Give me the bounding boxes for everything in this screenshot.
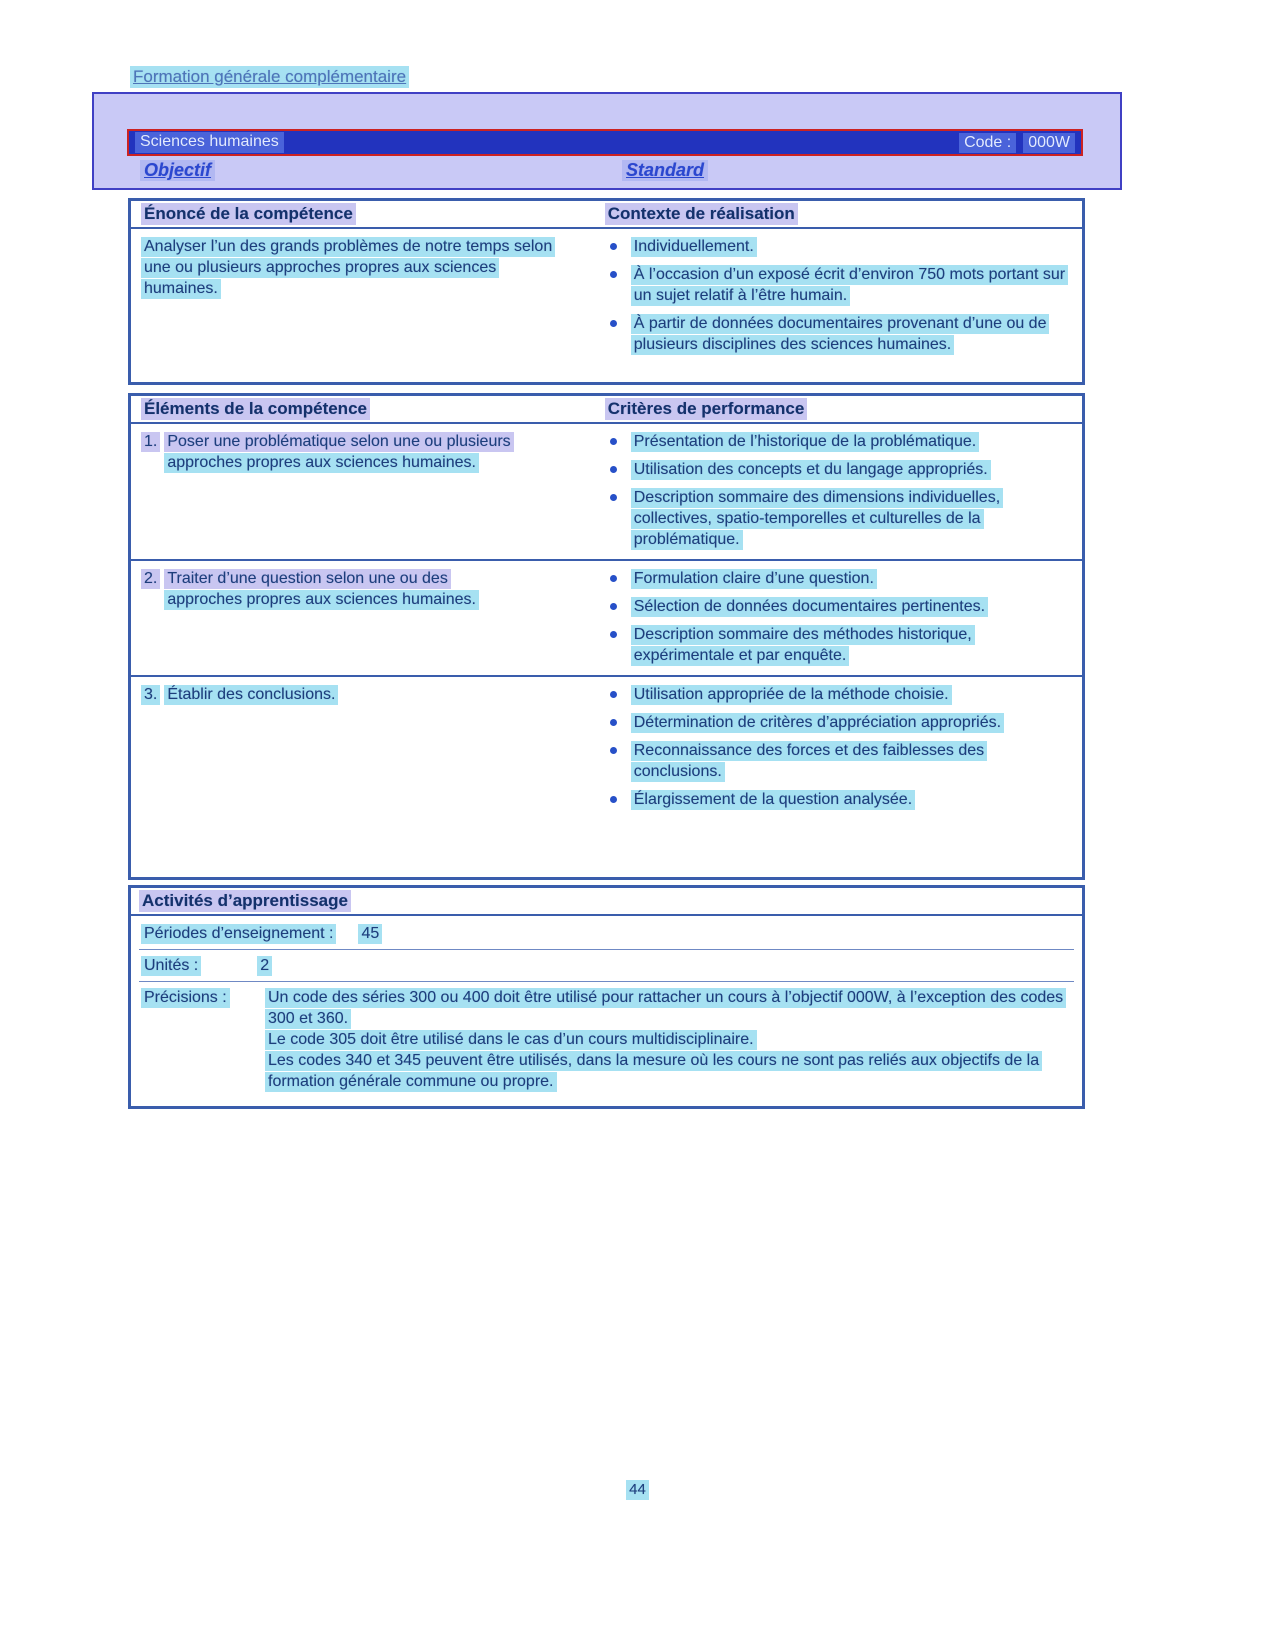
critere-item bbox=[631, 459, 1072, 480]
unites-value: 2 bbox=[257, 956, 272, 976]
precisions-content bbox=[265, 987, 1065, 1092]
page-number bbox=[0, 1479, 1275, 1500]
critere-item-text: Sélection de données documentaires pertinentes. bbox=[631, 597, 988, 617]
critere-item-text: Reconnaissance des forces et des faiblesses des conclusions. bbox=[631, 741, 987, 782]
code-label: Code : bbox=[959, 133, 1016, 153]
element-text-line-2: approches propres aux sciences humaines. bbox=[164, 590, 479, 610]
contexte-header-cell bbox=[603, 203, 1074, 224]
contexte-item-text: Individuellement. bbox=[631, 237, 757, 257]
activites-header: Activités d’apprentissage bbox=[139, 890, 351, 912]
competence-table-body bbox=[131, 229, 1082, 364]
precisions-row bbox=[139, 986, 1074, 1097]
elements-table bbox=[128, 393, 1085, 880]
critere-item-text: Utilisation appropriée de la méthode choisie. bbox=[631, 685, 952, 705]
element-row bbox=[131, 559, 1082, 675]
element-number bbox=[141, 684, 160, 705]
activites-table-header bbox=[131, 888, 1082, 916]
bullet-icon bbox=[610, 631, 617, 638]
criteres-cell bbox=[603, 431, 1074, 550]
bullet-icon bbox=[610, 747, 617, 754]
enonce-text: Analyser l’un des grands problèmes de notre temps selon une ou plusieurs approches propres aux sciences humaines. bbox=[141, 237, 555, 299]
numbered-item bbox=[141, 431, 565, 473]
list-item bbox=[605, 236, 1072, 257]
contexte-item bbox=[631, 236, 1072, 257]
competence-table-header bbox=[131, 201, 1082, 229]
doc-header-text: Formation générale complémentaire bbox=[130, 66, 409, 88]
critere-item bbox=[631, 789, 1072, 810]
objectif-heading bbox=[140, 160, 215, 181]
contexte-cell bbox=[603, 236, 1074, 355]
list-item bbox=[605, 487, 1072, 550]
element-row bbox=[131, 424, 1082, 559]
element-number bbox=[141, 568, 160, 610]
bullet-icon bbox=[610, 603, 617, 610]
precisions-label-cell bbox=[141, 987, 265, 1092]
list-item bbox=[605, 264, 1072, 306]
element-number-text: 1. bbox=[141, 432, 160, 452]
list-item bbox=[605, 624, 1072, 666]
element-text-line bbox=[164, 568, 564, 589]
elements-header: Éléments de la compétence bbox=[141, 398, 370, 420]
precision-paragraph bbox=[265, 987, 1065, 1029]
precision-text: Les codes 340 et 345 peuvent être utilisés, dans la mesure où les cours ne sont pas reliés aux objectifs de la formation générale commune ou propre. bbox=[265, 1051, 1042, 1092]
precision-text: Un code des séries 300 ou 400 doit être utilisé pour rattacher un cours à l’objectif 000W, à l’exception des codes 300 et 360. bbox=[265, 988, 1066, 1029]
critere-item bbox=[631, 431, 1072, 452]
bullet-icon bbox=[610, 719, 617, 726]
element-text-line bbox=[164, 431, 564, 452]
critere-item bbox=[631, 712, 1072, 733]
critere-item-text: Élargissement de la question analysée. bbox=[631, 790, 915, 810]
list-item bbox=[605, 568, 1072, 589]
standard-label: Standard bbox=[622, 160, 708, 181]
numbered-item bbox=[141, 684, 565, 705]
element-text-line-1: Traiter d’une question selon une ou des bbox=[164, 569, 450, 589]
bullet-icon bbox=[610, 243, 617, 250]
contexte-header: Contexte de réalisation bbox=[605, 203, 798, 225]
critere-item bbox=[631, 684, 1072, 705]
activites-table bbox=[128, 885, 1085, 1109]
critere-item-text: Description sommaire des méthodes historique, expérimentale et par enquête. bbox=[631, 625, 975, 666]
periodes-label: Périodes d’enseignement : bbox=[141, 924, 336, 944]
element-text bbox=[164, 684, 564, 705]
title-box bbox=[92, 92, 1122, 190]
element-cell bbox=[139, 684, 603, 810]
discipline-name: Sciences humaines bbox=[135, 132, 284, 153]
list-item bbox=[605, 313, 1072, 355]
element-row bbox=[131, 675, 1082, 819]
bullet-icon bbox=[610, 466, 617, 473]
periodes-value: 45 bbox=[358, 924, 382, 944]
list-item bbox=[605, 712, 1072, 733]
list-item bbox=[605, 459, 1072, 480]
contexte-item-text: À partir de données documentaires provenant d’une ou de plusieurs disciplines des sciences humaines. bbox=[631, 314, 1050, 355]
criteres-cell bbox=[603, 568, 1074, 666]
element-cell bbox=[139, 431, 603, 550]
critere-item-text: Présentation de l’historique de la problématique. bbox=[631, 432, 979, 452]
discipline-bar bbox=[127, 129, 1083, 156]
critere-item bbox=[631, 596, 1072, 617]
element-cell bbox=[139, 568, 603, 666]
contexte-item bbox=[631, 264, 1072, 306]
doc-header bbox=[130, 66, 409, 87]
competence-table bbox=[128, 198, 1085, 385]
criteres-header-cell bbox=[603, 398, 1074, 419]
element-number-text: 3. bbox=[141, 685, 160, 705]
element-text bbox=[164, 568, 564, 610]
code-group bbox=[959, 134, 1075, 152]
criteres-header: Critères de performance bbox=[605, 398, 808, 420]
objectif-label: Objectif bbox=[140, 160, 215, 181]
unites-label: Unités : bbox=[141, 956, 201, 976]
critere-item-text: Détermination de critères d’appréciation appropriés. bbox=[631, 713, 1004, 733]
critere-item bbox=[631, 568, 1072, 589]
enonce-cell bbox=[139, 236, 603, 355]
bullet-icon bbox=[610, 796, 617, 803]
bullet-icon bbox=[610, 320, 617, 327]
list-item bbox=[605, 789, 1072, 810]
activites-table-body bbox=[131, 916, 1082, 1106]
standard-heading bbox=[622, 160, 708, 181]
element-text-line-1: Poser une problématique selon une ou plusieurs bbox=[164, 432, 513, 452]
contexte-item-text: À l’occasion d’un exposé écrit d’environ 750 mots portant sur un sujet relatif à l’être humain. bbox=[631, 265, 1068, 306]
list-item bbox=[605, 740, 1072, 782]
contexte-item bbox=[631, 313, 1072, 355]
unites-row bbox=[139, 954, 1074, 982]
element-number-text: 2. bbox=[141, 569, 160, 589]
enonce-header: Énoncé de la compétence bbox=[141, 203, 356, 225]
enonce-header-cell bbox=[139, 203, 603, 224]
critere-item-text: Formulation claire d’une question. bbox=[631, 569, 877, 589]
elements-header-cell bbox=[139, 398, 603, 419]
element-text bbox=[164, 431, 564, 473]
elements-table-header bbox=[131, 396, 1082, 424]
precision-text: Le code 305 doit être utilisé dans le cas d’un cours multidisciplinaire. bbox=[265, 1030, 757, 1050]
critere-item bbox=[631, 624, 1072, 666]
precision-paragraph bbox=[265, 1029, 1065, 1050]
element-text-line-2: approches propres aux sciences humaines. bbox=[164, 453, 479, 473]
bullet-icon bbox=[610, 575, 617, 582]
critere-item-text: Description sommaire des dimensions individuelles, collectives, spatio-temporelles et culturelles de la problématique. bbox=[631, 488, 1003, 550]
precisions-label: Précisions : bbox=[141, 988, 230, 1008]
list-item bbox=[605, 431, 1072, 452]
criteres-cell bbox=[603, 684, 1074, 810]
list-item bbox=[605, 684, 1072, 705]
critere-item bbox=[631, 740, 1072, 782]
element-number bbox=[141, 431, 160, 473]
list-item bbox=[605, 596, 1072, 617]
page-number-text: 44 bbox=[626, 1480, 649, 1500]
bullet-icon bbox=[610, 691, 617, 698]
critere-item bbox=[631, 487, 1072, 550]
code-value: 000W bbox=[1023, 133, 1075, 153]
numbered-item bbox=[141, 568, 565, 610]
bullet-icon bbox=[610, 271, 617, 278]
periodes-row bbox=[139, 922, 1074, 950]
element-text-line bbox=[164, 589, 564, 610]
critere-item-text: Utilisation des concepts et du langage appropriés. bbox=[631, 460, 991, 480]
bullet-icon bbox=[610, 494, 617, 501]
precision-paragraph bbox=[265, 1050, 1065, 1092]
element-text-line bbox=[164, 452, 564, 473]
bullet-icon bbox=[610, 438, 617, 445]
element-text-line bbox=[164, 684, 564, 705]
element-text-line-1: Établir des conclusions. bbox=[164, 685, 338, 705]
